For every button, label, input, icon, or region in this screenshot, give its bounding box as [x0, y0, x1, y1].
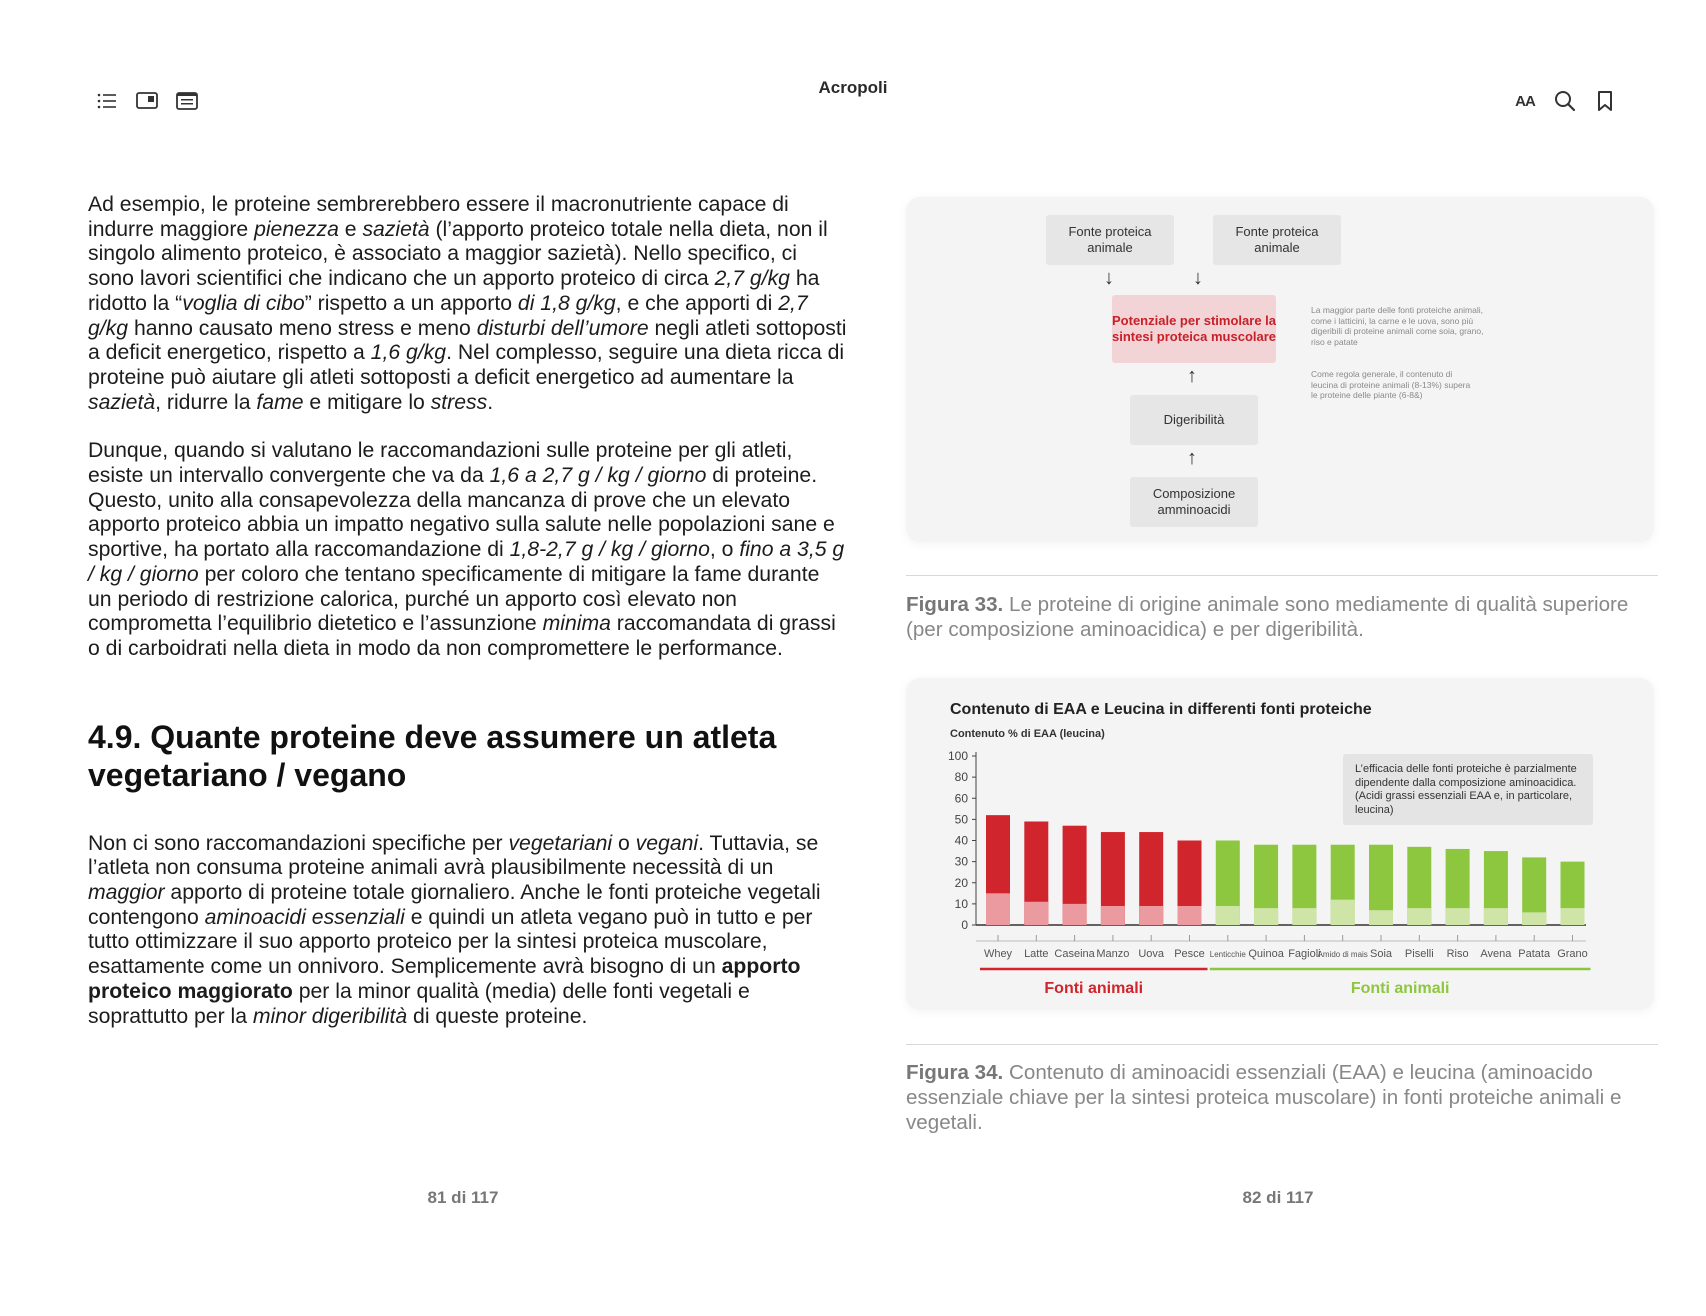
x-tick-label: Pesce	[1174, 948, 1205, 960]
divider	[906, 1044, 1658, 1045]
bar-leucine	[1024, 902, 1048, 925]
bar-leucine	[1254, 908, 1278, 925]
bar-leucine	[1446, 908, 1470, 925]
app-title: Acropoli	[818, 78, 888, 97]
x-tick-label: Fagioli	[1288, 948, 1321, 960]
page-number-right: 82 di 117	[1242, 1188, 1314, 1207]
y-tick-label: 60	[954, 791, 968, 806]
search-icon[interactable]	[1550, 86, 1580, 116]
arrow-up-icon: ↑	[1187, 365, 1197, 387]
x-tick-label: Patata	[1518, 948, 1551, 960]
chart-note: L’efficacia delle fonti proteiche è parzialmente dipendente dalla composizione aminoacidica. (Acidi grassi essenziali EAA e, in particolare, leucina)	[1343, 754, 1593, 825]
x-tick-label: Manzo	[1096, 948, 1130, 960]
x-tick-label: Riso	[1446, 948, 1469, 960]
bar-leucine	[1292, 908, 1316, 925]
y-tick-label: 20	[954, 875, 968, 890]
arrow-down-icon: ↓	[1193, 267, 1203, 289]
y-tick-label: 80	[954, 770, 968, 785]
chart-title: Contenuto di EAA e Leucina in differenti fonti proteiche	[950, 701, 1372, 718]
x-tick-label: Caseina	[1054, 948, 1095, 960]
bar-leucine	[1101, 906, 1125, 925]
paragraph: Ad esempio, le proteine sembrerebbero essere il macronutriente capace di indurre maggiore pienezza e sazietà (l’apporto proteico totale nella dieta, non il singolo alimento proteico, è associato a maggior sazietà). Nello specifico, ci sono lavori scientifici che indicano che un apporto proteico di circa 2,7 g/kg ha ridotto la “voglia di cibo” rispetto a un apporto di 1,8 g/kg, e che apporti di 2,7 g/kg hanno causato meno stress e meno disturbi dell’umore negli atleti sottoposti a deficit energetico, rispetto a 1,6 g/kg. Nel complesso, seguire una dieta ricca di proteine può aiutare gli atleti sottoposti a deficit energetico ad aumentare la sazietà, ridurre la fame e mitigare lo stress.	[88, 193, 847, 414]
bar-leucine	[1178, 906, 1202, 925]
x-tick-label: Latte	[1024, 948, 1049, 960]
toolbar	[0, 70, 1706, 130]
node-digestibility: Digeribilità	[1130, 395, 1258, 445]
bar-leucine	[1484, 908, 1508, 925]
bar-leucine	[1331, 900, 1355, 925]
group-label: Fonti animali	[1350, 980, 1450, 997]
left-page	[88, 193, 848, 1053]
arrow-up-icon: ↑	[1187, 447, 1197, 469]
x-tick-label: Avena	[1480, 948, 1512, 960]
figure-33-diagram	[906, 197, 1654, 542]
x-tick-label: Grano	[1557, 948, 1588, 960]
x-tick-label: Lenticchie	[1209, 950, 1246, 959]
y-tick-label: 0	[961, 918, 968, 932]
bar-leucine	[1139, 906, 1163, 925]
bar-leucine	[1063, 904, 1087, 925]
bar-leucine	[1561, 908, 1585, 925]
diagram-note: La maggior parte delle fonti proteiche animali, come i latticini, la carne e le uova, sono più digeribili di proteine animali come soia, grano, riso e patate	[1311, 305, 1484, 347]
node-animal-source-right: Fonte proteica animale	[1213, 215, 1341, 265]
x-tick-label: Quinoa	[1248, 948, 1284, 960]
figure-34-chart	[906, 678, 1654, 1010]
bar-leucine	[1216, 906, 1240, 925]
y-tick-label: 40	[954, 833, 968, 848]
node-mps-potential: Potenziale per stimolare la sintesi proteica muscolare	[1112, 295, 1276, 363]
font-size-icon[interactable]: AA	[1515, 92, 1535, 110]
section-heading: 4.9. Quante proteine deve assumere un atleta vegetariano / vegano	[88, 718, 777, 793]
chart-plot	[906, 678, 1654, 1010]
bar-leucine	[986, 893, 1010, 925]
figure-33-caption: Figura 33. Le proteine di origine animale sono mediamente di qualità superiore (per composizione aminoacidica) e per digeribilità.	[906, 593, 1629, 641]
chart-y-label: Contenuto % di EAA (leucina)	[950, 728, 1105, 740]
diagram-note: Come regola generale, il contenuto di leucina di proteine animali (8-13%) supera le proteine delle piante (6-8&)	[1311, 369, 1471, 400]
x-tick-label: Amido di mais	[1317, 950, 1368, 959]
bar-leucine	[1407, 908, 1431, 925]
bar-leucine	[1522, 912, 1546, 925]
y-tick-label: 30	[954, 854, 968, 869]
x-tick-label: Whey	[983, 948, 1013, 960]
group-label: Fonti animali	[1044, 980, 1144, 997]
x-tick-label: Soia	[1369, 948, 1393, 960]
x-tick-label: Piselli	[1404, 948, 1434, 960]
figure-34-caption: Figura 34. Contenuto di aminoacidi essenziali (EAA) e leucina (aminoacido essenziale chiave per la sintesi proteica muscolare) in fonti proteiche animali e vegetali.	[906, 1061, 1622, 1134]
paragraph: Non ci sono raccomandazioni specifiche per vegetariani o vegani. Tuttavia, se l’atleta non consuma proteine animali avrà plausibilmente necessità di un maggior apporto di proteine totale giornaliero. Anche le fonti proteiche vegetali contengono aminoacidi essenziali e quindi un atleta vegano può in tutto e per tutto ottimizzare il suo apporto proteico per la sintesi proteica muscolare, esattamente come un onnivoro. Semplicemente avrà bisogno di un apporto proteico maggiorato per la minor qualità (media) delle fonti vegetali e soprattutto per la minor digeribilità di queste proteine.	[88, 831, 821, 1028]
arrow-down-icon: ↓	[1104, 267, 1114, 289]
y-tick-label: 100	[947, 749, 968, 763]
x-tick-label: Uova	[1138, 948, 1165, 960]
paragraph: Dunque, quando si valutano le raccomandazioni sulle proteine per gli atleti, esiste un intervallo convergente che va da 1,6 a 2,7 g / kg / giorno di proteine. Questo, unito alla consapevolezza della mancanza di prove che un elevato apporto proteico abbia un impatto negativo sulla salute nelle popolazioni sane e sportive, ha portato alla raccomandazione di 1,8-2,7 g / kg / giorno, o fino a 3,5 g / kg / giorno per coloro che tentano specificamente di mitigare la fame durante un periodo di restrizione calorica, purché un apporto così elevato non comprometta l’equilibrio dietetico e l’assunzione minima raccomandata di grassi o di carboidrati nella dieta in modo da non compromettere le performance.	[88, 439, 845, 660]
bar-leucine	[1369, 910, 1393, 925]
y-tick-label: 10	[954, 896, 968, 911]
y-tick-label: 50	[954, 812, 968, 827]
node-animal-source-left: Fonte proteica animale	[1046, 215, 1174, 265]
divider	[906, 575, 1658, 576]
bookmark-icon[interactable]	[1590, 86, 1620, 116]
node-amino-composition: Composizione amminoacidi	[1130, 477, 1258, 527]
page-number-left: 81 di 117	[427, 1188, 499, 1207]
